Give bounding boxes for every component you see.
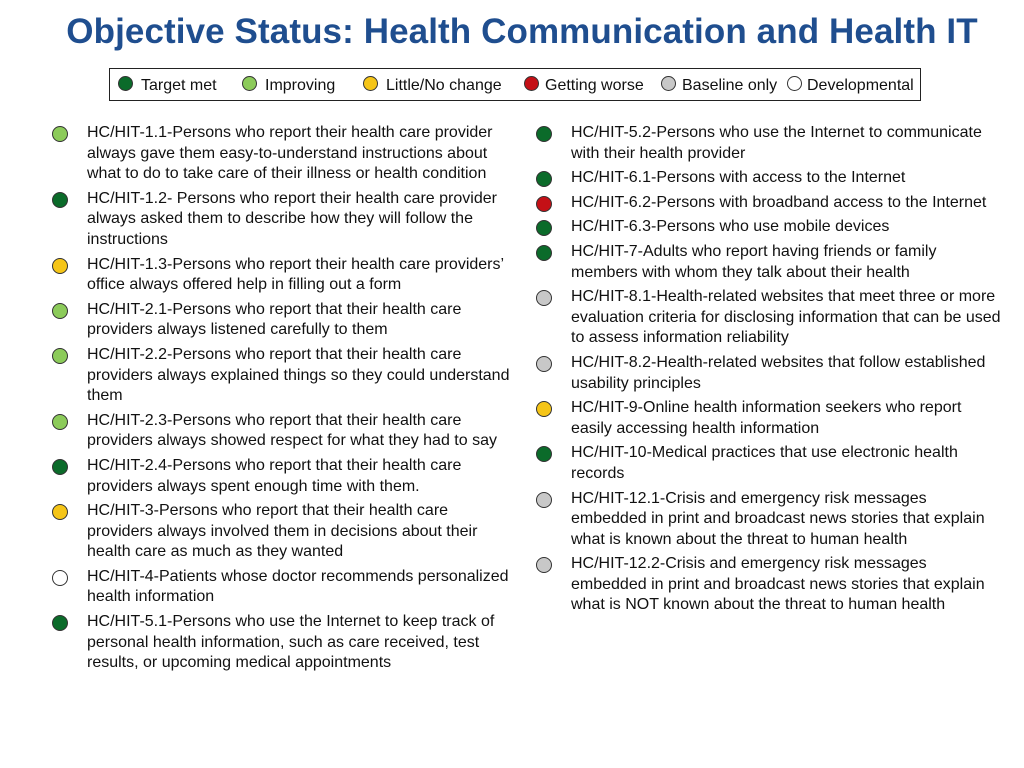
status-indicator-icon	[536, 356, 552, 372]
status-indicator-icon	[536, 245, 552, 261]
status-indicator-icon	[536, 220, 552, 236]
objective-item	[532, 489, 1002, 551]
status-indicator-icon	[52, 258, 68, 274]
objective-item	[48, 501, 516, 563]
objective-text: HC/HIT-3-Persons who report that their health care providers always involved them in decisions about their health care as much as they wanted	[87, 502, 478, 561]
improving-status-icon	[242, 76, 257, 91]
objective-text: HC/HIT-2.4-Persons who report that their health care providers always spent enough time with them.	[87, 456, 462, 495]
objective-text: HC/HIT-5.2-Persons who use the Internet to communicate with their health provider	[571, 124, 982, 162]
status-indicator-icon	[536, 126, 552, 142]
objective-text: HC/HIT-2.2-Persons who report that their health care providers always explained things so they could understand them	[87, 345, 510, 405]
status-indicator-icon	[52, 303, 68, 319]
status-indicator-icon	[536, 492, 552, 508]
objective-text: HC/HIT-1.3-Persons who report their health care providers’ office always offered help in filling out a form	[87, 255, 504, 294]
objective-item	[48, 456, 516, 497]
objective-text: HC/HIT-6.1-Persons with access to the Internet	[571, 169, 906, 187]
legend-label: Little/No change	[386, 77, 502, 94]
status-indicator-icon	[52, 504, 68, 520]
status-indicator-icon	[52, 615, 68, 631]
status-indicator-icon	[52, 348, 68, 364]
legend-label: Baseline only	[682, 77, 778, 94]
status-indicator-icon	[536, 557, 552, 573]
status-indicator-icon	[536, 446, 552, 462]
objective-item	[48, 567, 516, 608]
objective-text: HC/HIT-10-Medical practices that use electronic health records	[571, 444, 958, 482]
objective-text: HC/HIT-5.1-Persons who use the Internet to keep track of personal health information, such as care received, test results, or upcoming medical appointments	[87, 613, 495, 672]
objective-text: HC/HIT-9-Online health information seekers who report easily accessing health information	[571, 399, 962, 437]
objectives-list-right	[532, 123, 1002, 620]
status-indicator-icon	[536, 171, 552, 187]
target-met-status-icon	[118, 76, 133, 91]
objective-item	[532, 398, 1002, 439]
objectives-list-left	[48, 123, 516, 678]
baseline-only-status-icon	[661, 76, 676, 91]
objective-text: HC/HIT-1.1-Persons who report their health care provider always gave them easy-to-understand instructions about what to do to take care of their illness or health condition	[87, 124, 493, 183]
objective-text: HC/HIT-2.3-Persons who report that their health care providers always showed respect for what they had to say	[87, 411, 497, 450]
status-legend	[109, 68, 921, 101]
objective-item	[48, 612, 516, 674]
objective-text: HC/HIT-2.1-Persons who report that their health care providers always listened carefully to them	[87, 300, 462, 339]
status-indicator-icon	[536, 196, 552, 212]
status-indicator-icon	[52, 126, 68, 142]
legend-label: Developmental	[807, 77, 914, 94]
objective-text: HC/HIT-6.2-Persons with broadband access to the Internet	[571, 193, 987, 211]
status-indicator-icon	[536, 290, 552, 306]
objective-item	[532, 168, 1002, 189]
little-no-change-status-icon	[363, 76, 378, 91]
objective-text: HC/HIT-8.1-Health-related websites that meet three or more evaluation criteria for disclosing information that can be used to assess information reliability	[571, 288, 1001, 347]
status-indicator-icon	[52, 192, 68, 208]
objective-item	[48, 300, 516, 341]
objective-item	[48, 189, 516, 251]
page-title: Objective Status: Health Communication and Health IT	[66, 12, 978, 51]
objective-text: HC/HIT-7-Adults who report having friends or family members with whom they talk about their health	[571, 242, 937, 281]
legend-label: Target met	[141, 77, 217, 94]
objective-item	[48, 123, 516, 185]
developmental-status-icon	[787, 76, 802, 91]
getting-worse-status-icon	[524, 76, 539, 91]
objective-item	[532, 193, 1002, 214]
objective-item	[48, 255, 516, 296]
objective-item	[532, 287, 1002, 349]
legend-label: Getting worse	[545, 77, 644, 94]
objective-item	[532, 443, 1002, 484]
objective-text: HC/HIT-6.3-Persons who use mobile devices	[571, 218, 890, 236]
objective-text: HC/HIT-12.1-Crisis and emergency risk messages embedded in print and broadcast news stories that explain what is known about the threat to human health	[571, 489, 985, 548]
objective-text: HC/HIT-12.2-Crisis and emergency risk messages embedded in print and broadcast news stories that explain what is NOT known about the threat to human health	[571, 555, 985, 614]
legend-label: Improving	[265, 77, 336, 94]
objective-item	[532, 123, 1002, 164]
objective-item	[532, 554, 1002, 616]
objective-text: HC/HIT-8.2-Health-related websites that follow established usability principles	[571, 353, 986, 392]
status-indicator-icon	[52, 570, 68, 586]
objective-item	[532, 242, 1002, 283]
objective-item	[48, 411, 516, 452]
status-indicator-icon	[536, 401, 552, 417]
objective-item	[48, 345, 516, 407]
objective-text: HC/HIT-1.2- Persons who report their health care provider always asked them to describe how they will follow the instructions	[87, 189, 497, 248]
status-indicator-icon	[52, 459, 68, 475]
objective-item	[532, 353, 1002, 394]
status-indicator-icon	[52, 414, 68, 430]
objective-text: HC/HIT-4-Patients whose doctor recommends personalized health information	[87, 567, 509, 606]
objective-item	[532, 217, 1002, 238]
